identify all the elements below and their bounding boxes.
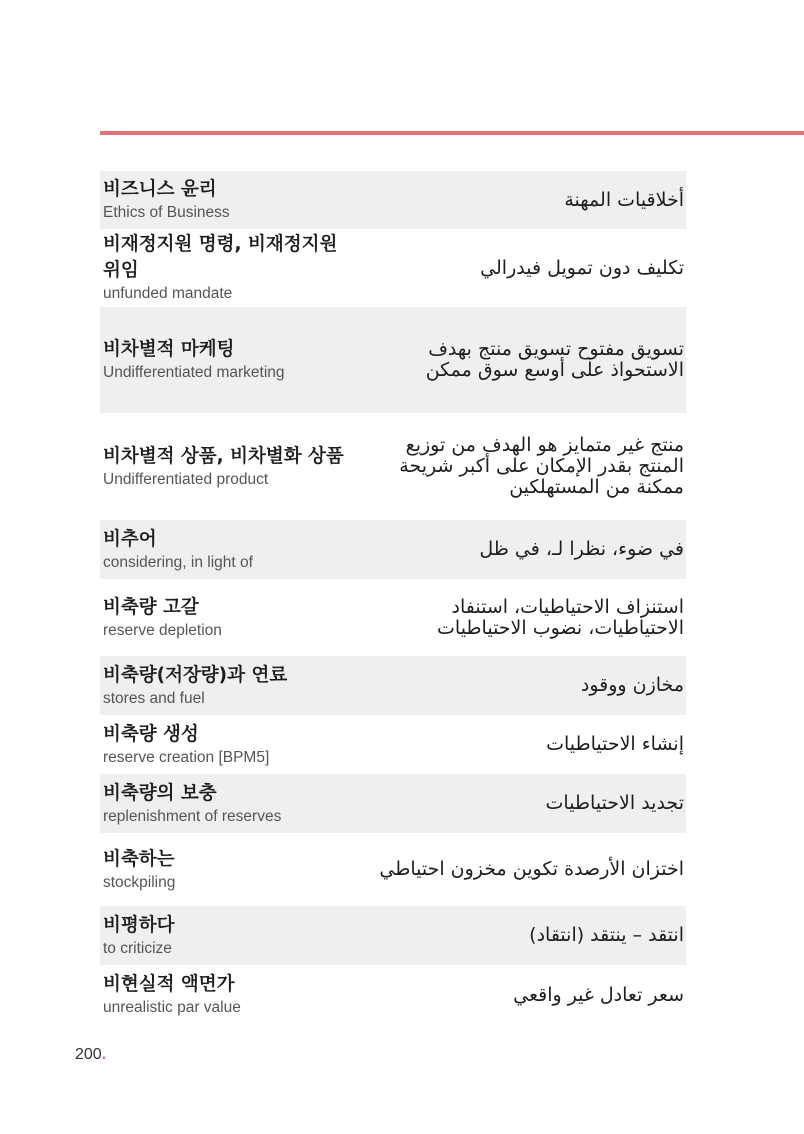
arabic-term: اختزان الأرصدة تكوين مخزون احتياطي (379, 858, 684, 880)
korean-term: 비차별적 상품, 비차별화 상품 (103, 445, 344, 467)
glossary-entry (100, 413, 686, 520)
glossary-entry (100, 579, 686, 656)
arabic-term: أخلاقيات المهنة (564, 188, 684, 211)
english-term: considering, in light of (103, 553, 253, 571)
arabic-term: تسويق مفتوح تسويق منتج بهدف الاستحواذ على أوسع سوق ممكن (425, 338, 684, 381)
korean-term: 비축하는 (103, 848, 175, 870)
english-term: reserve creation [BPM5] (103, 748, 270, 766)
glossary-entry (100, 229, 686, 307)
glossary-entry (100, 715, 686, 774)
korean-term: 비현실적 액면가 (103, 974, 235, 995)
glossary-entry (100, 833, 686, 906)
arabic-term: منتج غير متمايز هو الهدف من توزيع المنتج بقدر الإمكان على أكبر شريحة ممكنة من المستهلكين (399, 434, 684, 498)
glossary-entry (100, 774, 686, 833)
glossary-entry (100, 307, 686, 413)
korean-term: 비축량 고갈 (103, 596, 199, 618)
glossary-entry (100, 656, 686, 715)
glossary-entry (100, 906, 686, 965)
korean-term: 비차별적 마케팅 (103, 339, 235, 360)
arabic-term: انتقد – ينتقد (انتقاد) (529, 924, 684, 946)
english-term: reserve depletion (103, 621, 222, 639)
korean-term: 비축량의 보충 (103, 782, 217, 804)
arabic-term: في ضوء، نظرا لـ، في ظل (479, 538, 684, 560)
english-term: replenishment of reserves (103, 807, 282, 825)
glossary-entry (100, 520, 686, 579)
page-number-value: 200 (75, 1046, 102, 1063)
english-term: unfunded mandate (103, 285, 233, 302)
page-number-dot: . (101, 1046, 107, 1063)
korean-term: 비평하다 (103, 914, 175, 936)
arabic-term: تجديد الاحتياطيات (545, 792, 684, 814)
english-term: unrealistic par value (103, 999, 241, 1016)
korean-term: 비축량(저장량)과 연료 (103, 664, 288, 686)
glossary-table (100, 171, 686, 1025)
korean-term: 비즈니스 윤리 (103, 179, 217, 200)
english-term: stores and fuel (103, 689, 205, 707)
korean-term: 비재정지원 명령, 비재정지원 위임 (103, 234, 338, 281)
english-term: stockpiling (103, 873, 176, 891)
arabic-term: إنشاء الاحتياطيات (546, 733, 684, 755)
page-number (75, 1046, 106, 1064)
arabic-term: تكليف دون تمويل فيدرالي (480, 256, 684, 279)
korean-term: 비축량 생성 (103, 723, 199, 745)
arabic-term: استنزاف الاحتياطيات، استنفاد الاحتياطيات، نضوب الاحتياطيات (437, 595, 684, 639)
header-rule (100, 131, 804, 135)
glossary-entry (100, 171, 686, 229)
glossary-entry (100, 965, 686, 1025)
english-term: to criticize (103, 939, 172, 957)
english-term: Ethics of Business (103, 204, 230, 221)
english-term: Undifferentiated marketing (103, 364, 285, 381)
english-term: Undifferentiated product (103, 470, 269, 488)
arabic-term: مخازن ووقود (580, 674, 684, 696)
arabic-term: سعر تعادل غير واقعي (513, 983, 684, 1006)
korean-term: 비추어 (103, 528, 157, 550)
